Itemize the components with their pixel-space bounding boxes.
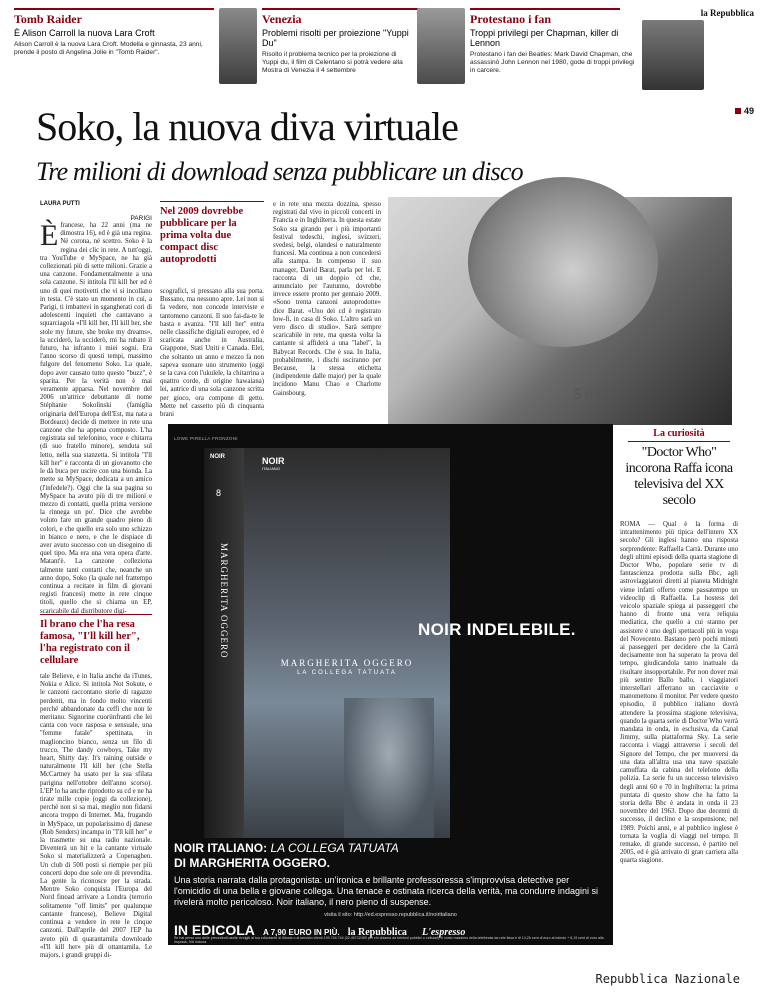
article-col-3 bbox=[273, 201, 381, 425]
byline: LAURA PUTTI bbox=[40, 201, 80, 207]
book-cover bbox=[244, 448, 450, 838]
ad-noir-italiano bbox=[168, 424, 613, 945]
teaser-title: Tomb Raider bbox=[14, 12, 82, 26]
sidebar-kicker: La curiosità bbox=[653, 428, 705, 439]
pull-quote-2: Il brano che l'ha resa famosa, "I'll kill her", l'ha registrato con il cellulare bbox=[40, 614, 152, 667]
teaser-venezia bbox=[262, 12, 412, 75]
teaser-photo-3 bbox=[642, 20, 704, 90]
ad-price: A 7,90 EURO IN PIÙ. bbox=[262, 928, 340, 937]
subheadline: Tre milioni di download senza pubblicare un disco bbox=[36, 157, 523, 186]
drop-cap: È bbox=[40, 219, 59, 252]
photo-caption: Soko bbox=[574, 387, 616, 403]
ad-headline-2: DI MARGHERITA OGGERO. bbox=[174, 856, 330, 870]
pull-quote-1: Nel 2009 dovrebbe pubblicare per la prima volta due compact disc autoprodotti bbox=[160, 201, 264, 284]
book-series-spine: NOIR bbox=[210, 454, 225, 460]
teaser-title: Venezia bbox=[262, 12, 302, 26]
page-number bbox=[718, 106, 754, 116]
ad-url: visita il sito: http://ed.espresso.repubblica.it/noiritaliano bbox=[324, 912, 457, 918]
photo-face-shape bbox=[468, 177, 658, 347]
soko-photo bbox=[388, 197, 732, 425]
teaser-protestano bbox=[470, 12, 640, 75]
masthead: la Repubblica bbox=[700, 8, 754, 18]
ad-headline-1-b: LA COLLEGA TATUATA bbox=[270, 841, 399, 855]
sidebar-title: "Doctor Who" incorona Raffa icona televisiva del XX secolo bbox=[625, 445, 733, 508]
article-text-tail: tale Believe, e in Italia anche da iTunes, Nokia e Alice. Si intitola Not Sokute, e le canzoni raccontano storie di ragazze perdenti, ma in fondo molto vincenti perché abbandonate da ceffi che non le meritano. Signorine cuoriinfranti che lei canta con voce rasposa e sensuale, una "femme fatale" spettinata, in maglioncino bianco, senza un filo di trucco. The dandy cowboys, Take my heart, Shitty day. It's raining outside e naturalmente I'll kill her (che Stella McCartney ha usato per la sua sfilata parigina nell'ottobre dell'anno scorso). L'EP lo ha anche riprodotto su cd e ne ha tirate mille copie (oggi da collezione), perché non si sa mai, meglio non fidarsi ancora troppo di Internet. Ma, frugando in MySpace, un popolarissimo dj danese (Rob Senders) incampa in "I'll kill her" e la trasmette su una radio nazionale. Diventerà un hit e la cantante virtuale Soko si materializzerà a Copenaghen. Un club di 500 posti si riempie per più concerti dopo due sole ore di prevendita. La gente la riconosce per la strada. Mentre Soko conquista l'Europa del Nord finoad arrivare a Londra (terrorio solitamente "off limits" per qualunque cantante francese), Believe Digital continua a vendere in rete le cinque canzoni. Dall'aprile del 2007 l'EP ha avuto più di quarantamila downloade «I'll kill her» più di ottantamila. Le majors, i grandi gruppi di- bbox=[40, 673, 152, 959]
ad-headline-1 bbox=[174, 841, 399, 855]
teaser-subtitle: Problemi risolti per proiezione "Yuppi Du" bbox=[262, 28, 409, 48]
page-number-text: 49 bbox=[743, 106, 754, 116]
book-spine bbox=[204, 448, 244, 838]
sidebar-rule bbox=[628, 441, 730, 442]
article-col-1 bbox=[40, 201, 152, 959]
sidebar-text: ROMA — Qual è la forma di intrattenimento più tipica dell'intero XX secolo? Gli inglesi hanno una risposta sorprendente: Raffaella Carrà. Durante uno degli ultimi episodi della quarta stagione di Doctor Who, popolare serie tv di fantascienza prodotta sulla Bbc, agli astroviaggiatori diretti al pianeta Midnight viene infatti offerto come passatempo un videoclip di Raffaella. La hostess del veicolo spaziale spiega ai passeggeri che hanno di fronte una vera reliquia mediatica, che quello a cui stanno per assistere è uno degli spettacoli più in voga del Novecento. Bastano però pochi minuti ai passeggeri per decidere che la Carrà decisamente non ha superato la prova del tempo, giudicandola tanto inattuale da risultare insopportabile. Per non dover mai più sentire Ballo ballo, i viaggiatori interstellari afferrano un cacciavite e manomettono il monitor. Per vedere questo episodio, il pubblico italiano dovrà attendere la prossima stagione televisiva, quando la quarta serie di Doctor Who verrà mandata in onda, in esclusiva, da Canal Jimmy, sulla piattaforma Sky. La serie racconta i viaggi attraverso i secoli del Signore del Tempo, che per muoversi da una data all'altra usa una nave spaziale camuffata da cabina del telefono della polizia. La serie fu un successo televisivo degli anni 60 e 70 in Inghilterra: la prima puntata di questo show che ha fatto la storia della Bbc è andata in onda il 23 novembre del 1963. Dopo due decenni di successo, il declino e la sospensione, nel 1989. Poichi anni, e al pubblico inglese è tornata la voglia di viaggi nel tempo. Il remake, di grande successo, è partito nel 2005, ed è già arrivato di gran carriera alla quarta stagione. bbox=[620, 521, 738, 865]
footer-source: Repubblica Nazionale bbox=[595, 972, 740, 986]
book-series-sub: ITALIANO bbox=[262, 466, 280, 471]
teaser-text: Alison Carroll è la nuova Lara Croft. Modella e ginnasta, 23 anni, prende il posto di Angelina Jolie in "Tomb Raider". bbox=[14, 41, 203, 56]
book-spine-author: MARGHERITA OGGERO bbox=[219, 543, 229, 659]
book-series: NOIR bbox=[262, 456, 285, 466]
ad-cta-row bbox=[174, 920, 604, 936]
teaser-title: Protestano i fan bbox=[470, 12, 552, 26]
dateline: PARIGI bbox=[130, 215, 152, 222]
ad-body: Una storia narrata dalla protagonista: un'ironica e brillante professoressa s'improvvisa detective per l'omicidio di una bella e giovane collega. Una tenace e ostinata ricerca della verità, ma condurre indagini si rivelerà molto pericoloso. Noir italiano, il nero pieno di suspense. bbox=[174, 875, 598, 907]
ad-headline-1-a: NOIR ITALIANO: bbox=[174, 841, 268, 855]
headline: Soko, la nuova diva virtuale bbox=[36, 104, 458, 149]
article-text-lead bbox=[40, 219, 152, 615]
ad-brand-repubblica: la Repubblica bbox=[347, 927, 407, 938]
ad-agency-label: LOWE PIRELLA FRONZONI bbox=[174, 436, 238, 441]
teaser-tomb-raider bbox=[14, 12, 219, 57]
article-text-col2: scografici, si pressano alla sua porta. Bussano, ma nessuno apre. Lei non si fa vedere, non concede interviste e tantomeno canzoni. Il suo fai-da-te le basta e avanza. "I'll kill her" entra nelle classifiche digitali europee, ed è scaricata anche in Australia, Giappone, Stati Uniti e Canada. Eleì, che soltanto un anno e mezzo fa non sapeva suonare uno strumento (oggi se la cava con l'ukulele, la chitarrina a quattro corde, di origine hawaiana) lei, autrice di una sola canzone scritta per gioco, ora compone di getto. Mette nel cassetto più di cinquanta brani bbox=[160, 288, 264, 419]
book-author: MARGHERITA OGGERO bbox=[280, 658, 414, 668]
book-cover-figure bbox=[344, 698, 434, 838]
header-strip bbox=[14, 8, 754, 118]
page-marker-icon bbox=[735, 108, 741, 114]
ad-brand-espresso: L'espresso bbox=[421, 927, 466, 938]
article-text-lead-body: francese, ha 22 anni (ma ne dimostra 16), ed è già una regina. Né corona, né scettro. Soko è la regina dei clic in rete. A tutt'oggi, tra YouTube e MySpace, ne ha già collezionati più di sette milioni. Grazie a una canzone. Fondamentalmente a una sola canzone. Si intitola I'll kill her ed è uno di quei motivetti che vi si incollano in testa. C'è stato un momento in cui, a Parigi, ti imbattevi in sgangherati cori di adolescenti inquieti che cantavano a squarciagola «I'll kill her, I'll kill her, she stole my future, she broke my dreams», la ucciderò, la ucciderò, mi ha rubato il futuro, ha infranto i miei sogni. Era l'anno scorso di questi tempi, massimo fulgore del fenomeno Soko. La quale, dopo aver causato tutto questo "buzz", è sparita. Per la verità non è mai veramente apparsa. Nel novembre del 2006 un'attrice debuttante di nome Stéphanie Sokolinski (famiglia originaria dell'Europa dell'Est, ma nata a Bordeaux) decide di mettere in rete una canzone che ha appena composto. L'ha registrata sul telefonino, voce e chitarra (di suo fratello minore), senduta sul letto, nella sua stanzetta. Si intitola "I'll kill her" e racconta di un giovanotto che le dà buca per uscire con una bionda. La mette su MySpace, dedicata a un amico (l'infedele?). Oggi che la sua pagina su MySpace ha avuto più di tre milioni e mezzo di contatti, quella prima versione la rinnega un po'. Dice che avrebbe voluto fare un grande quadro pieno di colori, e che quello era solo uno schizzo in bianco e nero, e che le dispiace di aver avuto successo con un disegnino di quel tipo. Ma era una vera opera d'arte. Matant'è. La canzone colleziona talmente tanti contatti che, neanche un anno dopo, Soko (la quale nel frattempo continua a recitare in film di giovani registi francesi) mette in rete cinque titoli, quello che si chiama un EP, scaricabile dal distributore digi- bbox=[40, 222, 152, 615]
teaser-subtitle: Troppi privilegi per Chapman, killer di Lennon bbox=[470, 28, 619, 48]
sidebar-curiosita bbox=[620, 424, 738, 961]
book-number: 8 bbox=[216, 488, 222, 498]
ad-fine-print: Se hai perso uno delle precedenti uscite rivolgiti al tuo edicolante di fiducia o al servizio clienti 199.744.744 (02.40732459 per chi chiama da telefoni pubblici o cellulari). Il costo massimo della telefonata da rete fissa è di 14,26 cent di euro al minuto + 6,19 cent di euro alla risposta, IVA inclusa. bbox=[174, 936, 604, 945]
teaser-text: Risolto il problema tecnico per la proiezione di Yuppi du, il film di Celentano si potrà vedere alla Mostra di Venezia il 4 settembre bbox=[262, 51, 403, 74]
teaser-rule-1 bbox=[14, 8, 214, 10]
teaser-text: Protestano i fan dei Beatles: Mark David Chapman, che assassinò John Lennon nel 1980, gode di troppi privilegi in carcere. bbox=[470, 51, 635, 74]
teaser-photo-2 bbox=[417, 8, 465, 84]
article-text-col3: e in rete una mezza dozzina, spesso registrati dal vivo in piccoli concerti in Francia e in Inghilterra. In questa estate Soko sta girando per i più importanti festival tedeschi, inglesi, svizzeri, svedesi, belgi, olandesi e naturalmente francesi. Ma continua a non concedersi alla stampa. In compenso il suo manager, David Barat, parla per lei. E racconta di un doppio cd che, annunciato per l'autunno, dovrebbe invece essere pronto per gennaio 2009. «Sono trenta canzoni autoprodotte» dice Barat. «Uno dei cd è registrato low-fi, in casa di Soko. L'altro sarà un vero disco di studio». Sarà sempre scaricabile in rete, ma questa volta la cantante si affiderà a una "label", la Babycat Records. Che è sua. In Italia, probabilmente, i dischi usciranno per Because, la stessa etichetta (indipendente dalle major) per la quale incidono Manu Chao e Charlotte Gainsbourg. bbox=[273, 201, 381, 397]
teaser-photo-1 bbox=[219, 8, 257, 84]
ad-slogan: NOIR INDELEBILE. bbox=[418, 620, 576, 639]
article-col-2 bbox=[160, 201, 264, 420]
teaser-rule-3 bbox=[470, 8, 620, 10]
teaser-subtitle: È Alison Carroll la nuova Lara Croft bbox=[14, 28, 155, 38]
book-title: LA COLLEGA TATUATA bbox=[297, 670, 397, 676]
ad-cta: IN EDICOLA bbox=[174, 922, 255, 938]
